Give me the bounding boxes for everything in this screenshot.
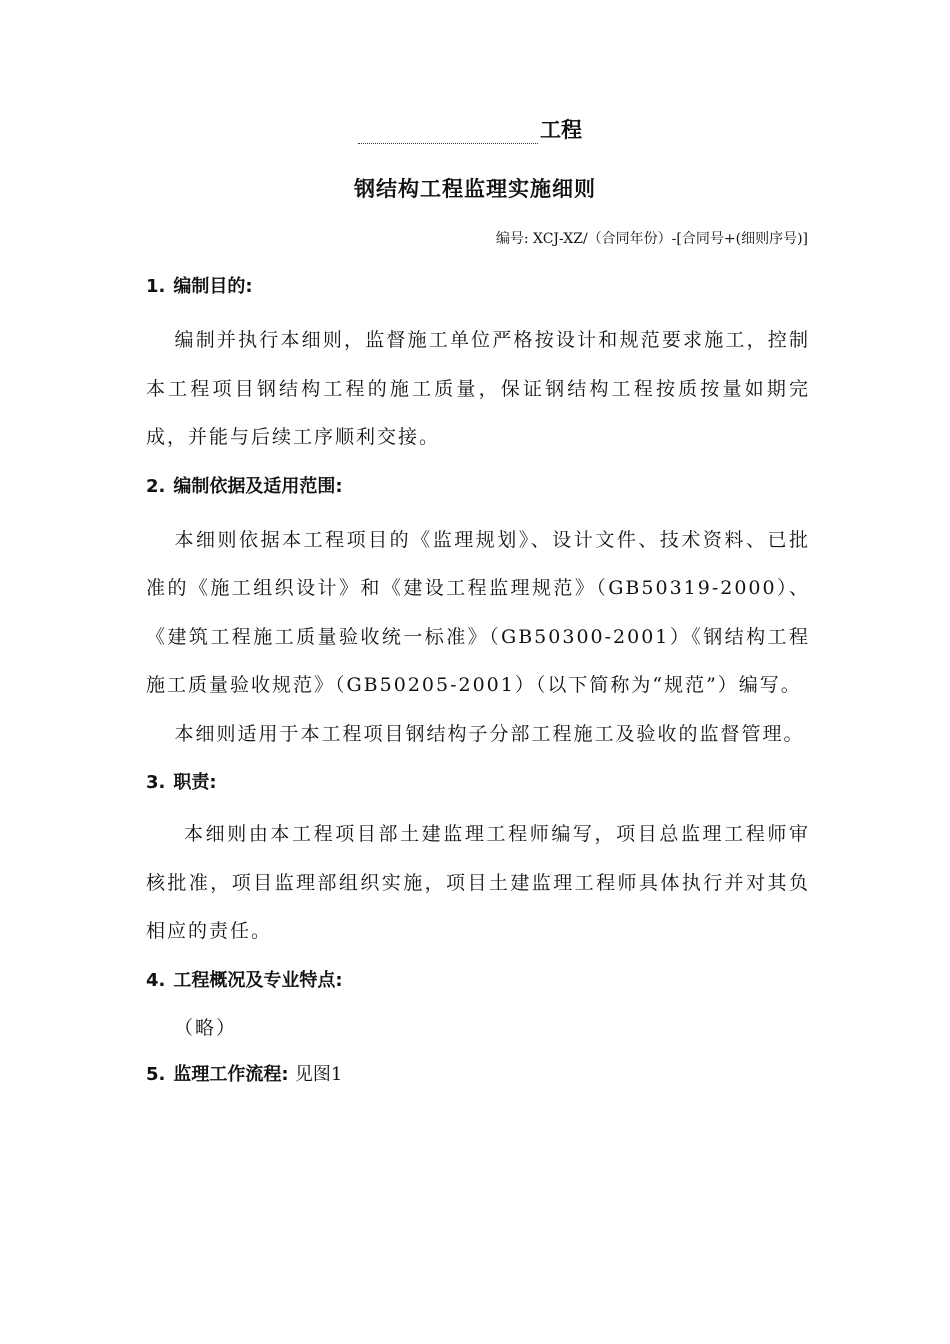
section-heading-workflow [146,1058,810,1092]
paragraph-responsibility: 本细则由本工程项目部土建监理工程师编写，项目总监理工程师审核批准，项目监理部组织实施，项目土建监理工程师具体执行并对其负相应的责任。 [146,823,810,942]
section-heading-responsibility [146,766,810,800]
section-title: 职责: [173,772,217,793]
document-number: 编号: XCJ-XZ/（合同年份）-[合同号+(细则序号)] [495,231,808,247]
paragraph-basis: 本细则依据本工程项目的《监理规划》、设计文件、技术资料、已批准的《施工组织设计》和《建设工程监理规范》（GB50319-2000）、《建筑工程施工质量验收统一标准》（GB50300-2001）《钢结构工程施工质量验收规范》（GB50205-2001）（以下简称为“规范”）编写。 [146,528,810,696]
paragraph-purpose: 编制并执行本细则，监督施工单位严格按设计和规范要求施工，控制本工程项目钢结构工程的施工质量，保证钢结构工程按质按量如期完成，并能与后续工序顺利交接。 [146,329,810,448]
section-number: 4. [146,969,166,991]
section-title: 监理工作流程: [173,1063,289,1085]
section-heading-basis-scope [146,470,810,504]
document-body [146,270,810,1092]
overview-omitted-note: （略） [174,1016,238,1039]
section-number: 2. [146,475,166,497]
section-heading-overview [146,964,810,998]
section-heading-purpose [146,270,810,304]
project-name-line [358,110,598,144]
section-number: 1. [146,276,166,297]
section-title: 编制目的: [173,276,253,297]
project-suffix: 工程 [540,118,582,142]
document-title: 钢结构工程监理实施细则 [354,177,596,201]
section-title: 编制依据及适用范围: [173,475,343,497]
figure-reference: 见图1 [294,1063,343,1085]
project-name-blank [358,115,538,144]
section-number: 5. [146,1063,166,1085]
section-title: 工程概况及专业特点: [173,969,343,991]
section-number: 3. [146,772,166,793]
paragraph-scope: 本细则适用于本工程项目钢结构子分部工程施工及验收的监督管理。 [174,722,805,745]
